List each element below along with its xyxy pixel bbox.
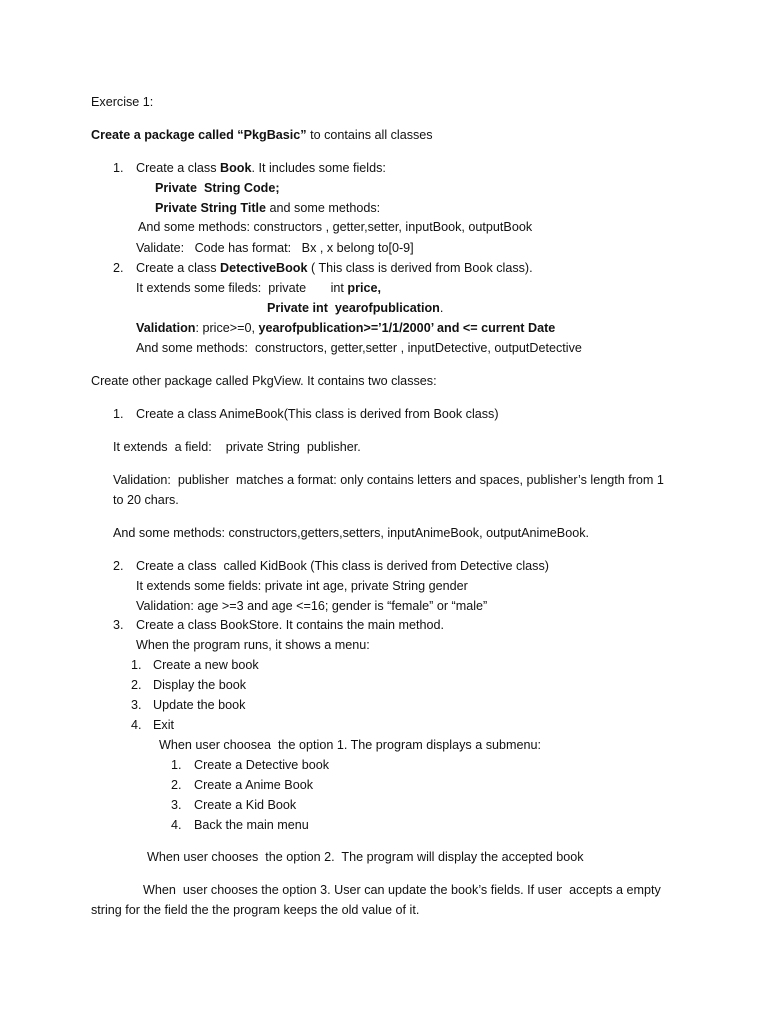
pkgbasic-intro-bold: Create a package called “PkgBasic”	[91, 128, 307, 142]
book-class-line	[136, 160, 386, 176]
menu-item-number: 2.	[131, 678, 142, 692]
menu-item-number: 1.	[131, 658, 142, 672]
animebook-validation-line2: to 20 chars.	[113, 493, 179, 507]
validation-label: Validation	[136, 321, 196, 335]
kidbook-class-line: Create a class called KidBook (This class is derived from Detective class)	[136, 559, 549, 573]
pkgbasic-intro	[91, 127, 433, 143]
list-number: 3.	[113, 618, 124, 632]
text-span: and some methods:	[266, 201, 381, 215]
submenu-intro: When user choosea the option 1. The program displays a submenu:	[159, 738, 542, 752]
field-text: price,	[347, 281, 381, 295]
detective-methods: And some methods: constructors, getter,setter , inputDetective, outputDetective	[136, 341, 582, 355]
detective-class-line	[136, 260, 533, 276]
text-span: It extends some fileds: private int	[136, 281, 348, 295]
detective-extends	[136, 280, 381, 296]
animebook-validation-line1: Validation: publisher matches a format: only contains letters and spaces, publisher’s length from 1	[113, 473, 664, 487]
pkgbasic-intro-rest: to contains all classes	[306, 128, 433, 142]
menu-item-label: Create a new book	[153, 658, 259, 672]
book-class-name: Book	[220, 161, 252, 175]
animebook-class-line: Create a class AnimeBook(This class is derived from Book class)	[136, 407, 499, 421]
option2-text: When user chooses the option 2. The program will display the accepted book	[147, 850, 584, 864]
option3-line2: string for the field the the program keeps the old value of it.	[91, 903, 420, 917]
kidbook-validation: Validation: age >=3 and age <=16; gender is “female” or “male”	[136, 599, 488, 613]
text-span: Create a class	[136, 161, 220, 175]
menu-intro: When the program runs, it shows a menu:	[136, 638, 370, 652]
text-span: Create a class	[136, 261, 220, 275]
submenu-item-label: Back the main menu	[194, 818, 309, 832]
list-number: 1.	[113, 161, 124, 175]
kidbook-extends: It extends some fields: private int age, private String gender	[136, 579, 468, 593]
submenu-item-label: Create a Kid Book	[194, 798, 297, 812]
menu-item-label: Display the book	[153, 678, 247, 692]
book-validate: Validate: Code has format: Bx , x belong to[0-9]	[136, 241, 414, 255]
menu-item-label: Update the book	[153, 698, 246, 712]
menu-item-label: Exit	[153, 718, 174, 732]
detective-validation	[136, 320, 555, 336]
book-methods: And some methods: constructors , getter,setter, inputBook, outputBook	[138, 220, 533, 234]
submenu-item-number: 4.	[171, 818, 182, 832]
book-field-title	[155, 200, 380, 216]
animebook-methods: And some methods: constructors,getters,setters, inputAnimeBook, outputAnimeBook.	[113, 526, 590, 540]
text-span: . It includes some fields:	[251, 161, 386, 175]
list-number: 2.	[113, 559, 124, 573]
submenu-item-number: 2.	[171, 778, 182, 792]
text-span: .	[439, 301, 444, 315]
book-field-code	[155, 180, 280, 196]
submenu-item-label: Create a Detective book	[194, 758, 330, 772]
bookstore-class-line: Create a class BookStore. It contains the main method.	[136, 618, 445, 632]
animebook-extends: It extends a field: private String publisher.	[113, 440, 361, 454]
list-number: 1.	[113, 407, 124, 421]
menu-item-number: 3.	[131, 698, 142, 712]
field-text: Private String Code;	[155, 181, 280, 195]
menu-item-number: 4.	[131, 718, 142, 732]
pkgview-intro: Create other package called PkgView. It contains two classes:	[91, 374, 437, 388]
submenu-item-number: 1.	[171, 758, 182, 772]
submenu-item-label: Create a Anime Book	[194, 778, 314, 792]
option3-line1: When user chooses the option 3. User can update the book’s fields. If user accepts a empty	[143, 883, 661, 897]
field-text: Private String Title	[155, 201, 267, 215]
validation-rule: yearofpublication>=’1/1/2000’ and <= current Date	[258, 321, 556, 335]
field-text: Private int yearofpublication	[267, 301, 440, 315]
text-span: : price>=0,	[195, 321, 259, 335]
detective-field-year	[267, 300, 443, 316]
submenu-item-number: 3.	[171, 798, 182, 812]
detective-class-name: DetectiveBook	[220, 261, 308, 275]
text-span: ( This class is derived from Book class).	[307, 261, 533, 275]
exercise-title: Exercise 1:	[91, 95, 154, 109]
list-number: 2.	[113, 261, 124, 275]
